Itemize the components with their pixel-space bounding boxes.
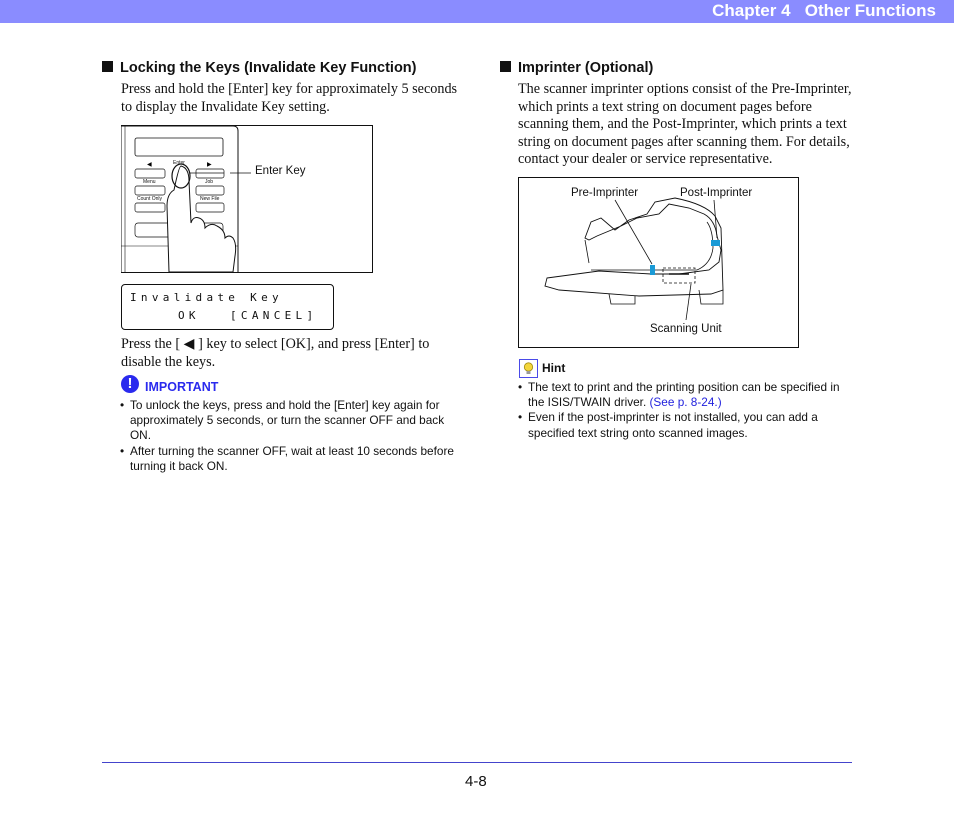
- count-only-key-label: Count Only: [137, 196, 163, 202]
- text-line: contact your dealer or service representative.: [518, 151, 773, 168]
- page-number: 4-8: [465, 773, 487, 790]
- menu-key-label: Menu: [143, 179, 156, 185]
- operation-panel-figure: [121, 125, 373, 273]
- text-line: [528, 395, 840, 410]
- text-line: specified text string onto scanned images.: [528, 425, 748, 440]
- lcd-cancel-option: [CANCEL]: [230, 309, 318, 322]
- hint-list: [518, 380, 840, 441]
- lcd-line-1: Invalidate Key: [130, 291, 283, 304]
- text-line: Press and hold the [Enter] key for approximately 5 seconds: [121, 81, 458, 97]
- locking-intro-paragraph: [121, 81, 457, 116]
- new-file-key-label: New File: [200, 196, 220, 202]
- lcd-ok-option: OK: [178, 309, 200, 322]
- chapter-title: Chapter 4 Other Functions: [712, 1, 936, 20]
- list-item: [120, 398, 454, 444]
- imprinter-body-paragraph: [518, 81, 852, 169]
- text-line: scanning them, and the Post-Imprinter, which prints a text: [518, 116, 847, 133]
- heading-square-icon: [500, 61, 511, 72]
- text-line: • Even if the post-imprinter is not installed, you can add a: [528, 410, 818, 425]
- heading-text: Locking the Keys (Invalidate Key Function): [120, 60, 417, 76]
- heading-text: Imprinter (Optional): [518, 60, 654, 76]
- text-line: ON.: [130, 428, 151, 443]
- important-icon: !: [121, 375, 139, 393]
- lcd-display: [121, 284, 334, 330]
- text-line: to display the Invalidate Key setting.: [121, 98, 330, 115]
- text-line: disable the keys.: [121, 353, 216, 370]
- section-heading-imprinter: [500, 60, 653, 76]
- text-line: • To unlock the keys, press and hold the [Enter] key again for: [130, 398, 440, 412]
- enter-key-callout: Enter Key: [255, 165, 306, 177]
- enter-key-label: Enter: [173, 160, 185, 166]
- scanner-illustration: [519, 178, 798, 347]
- text-line: • The text to print and the printing position can be specified in: [528, 380, 840, 394]
- footer-rule: [102, 762, 852, 763]
- list-item: [518, 380, 840, 410]
- hint-icon: [519, 359, 538, 378]
- text-line: Press the [ ◀ ] key to select [OK], and press [Enter] to: [121, 336, 430, 352]
- text-line: which prints a text string on document pages before: [518, 98, 812, 115]
- pre-imprinter-label: Pre-Imprinter: [571, 187, 639, 199]
- text-line: • After turning the scanner OFF, wait at least 10 seconds before: [130, 443, 454, 458]
- important-list: [120, 398, 454, 474]
- imprinter-figure: [518, 177, 799, 348]
- text-line: approximately 5 seconds, or turn the scanner OFF and back: [130, 413, 445, 428]
- chapter-header-bar: [0, 0, 954, 23]
- text-line: turning it back ON.: [130, 458, 228, 473]
- text-line: The scanner imprinter options consist of the Pre-Imprinter,: [518, 81, 852, 97]
- heading-square-icon: [102, 61, 113, 72]
- list-item: [518, 410, 840, 440]
- see-page-link[interactable]: (See p. 8-24.): [649, 395, 722, 410]
- job-key-label: Job: [205, 179, 214, 185]
- scanning-unit-label: Scanning Unit: [650, 323, 722, 335]
- post-imprinter-label: Post-Imprinter: [680, 187, 753, 199]
- important-label: IMPORTANT: [145, 380, 219, 394]
- text-line: string on document pages after scanning them. For details,: [518, 133, 850, 150]
- text-fragment: the ISIS/TWAIN driver.: [528, 395, 650, 410]
- section-heading-locking-keys: [102, 60, 417, 76]
- press-instruction-paragraph: [121, 336, 429, 371]
- hint-label: Hint: [542, 361, 566, 375]
- list-item: [120, 444, 454, 474]
- svg-text:▶: ▶: [207, 161, 212, 168]
- svg-text:◀: ◀: [147, 161, 152, 168]
